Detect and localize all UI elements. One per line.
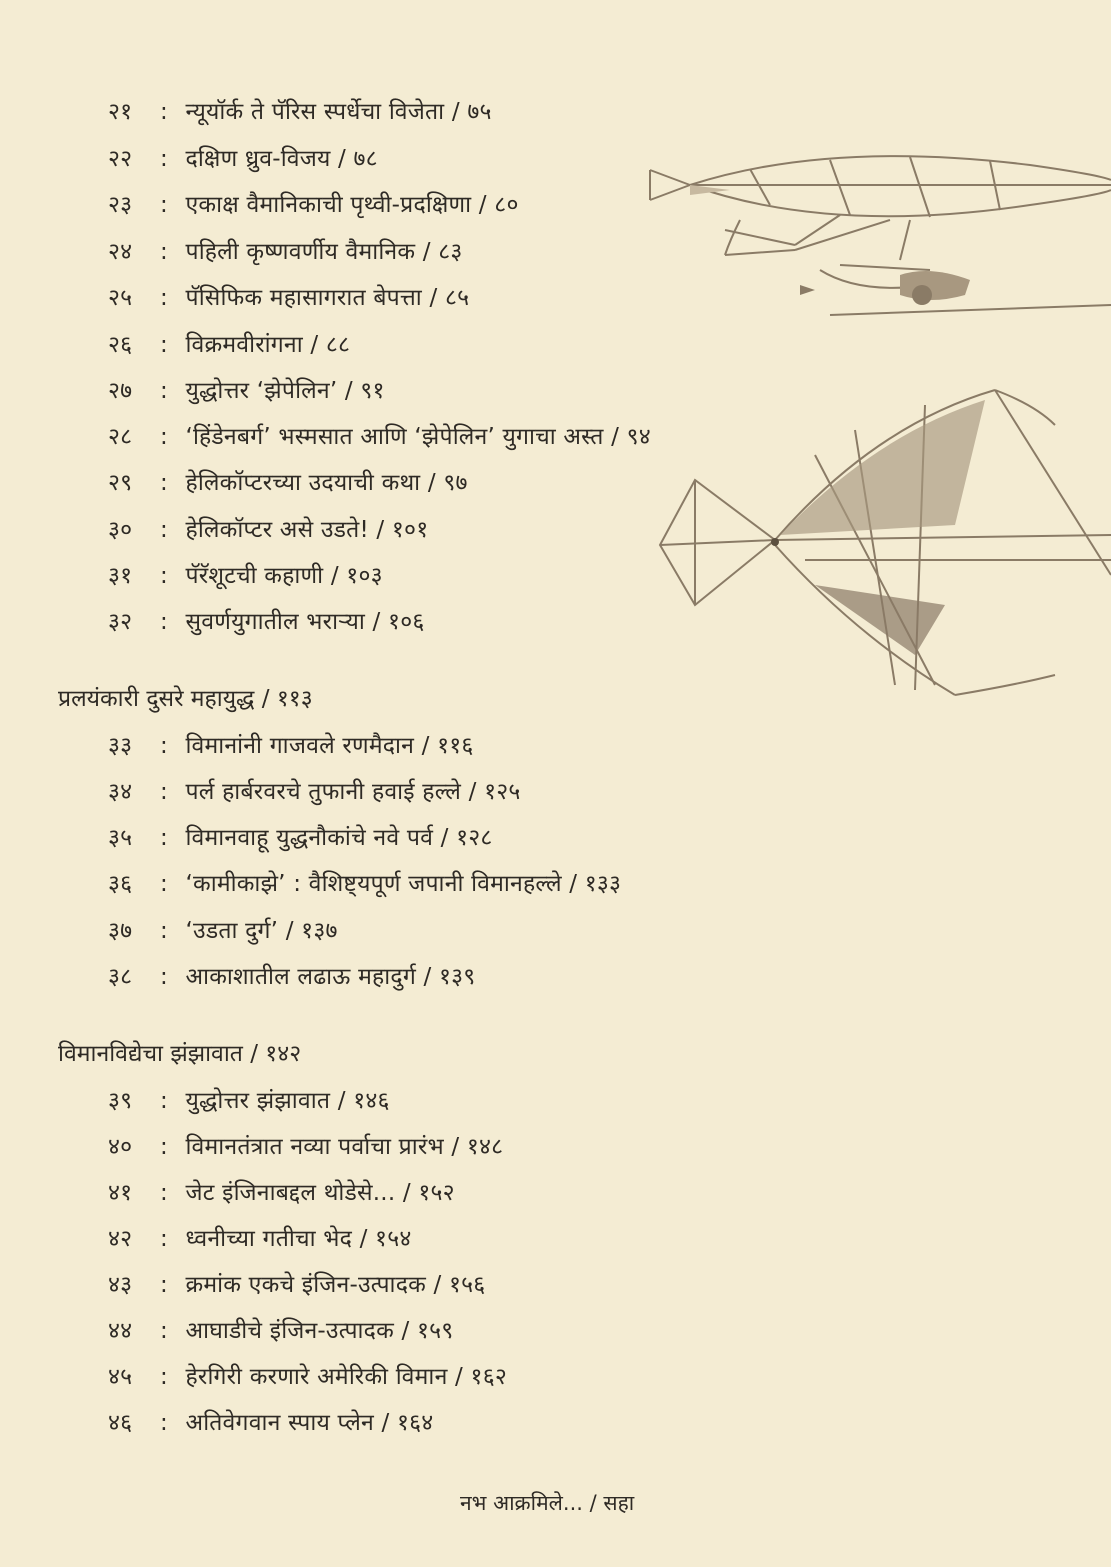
chapter-title: आकाशातील लढाऊ महादुर्ग: [185, 964, 416, 990]
toc-entry-45[interactable]: ४५ : हेरगिरी करणारे अमेरिकी विमान / १६२: [108, 1364, 508, 1390]
chapter-number: ३१: [108, 563, 133, 589]
airship-sketch-illustration: [630, 145, 1111, 325]
page-number: ७८: [353, 146, 378, 172]
chapter-number: ३०: [108, 517, 133, 543]
toc-entry-25[interactable]: २५ : पॅसिफिक महासागरात बेपत्ता / ८५: [108, 285, 470, 311]
chapter-title: विमानवाहू युद्धनौकांचे नवे पर्व: [185, 825, 434, 851]
chapter-title: पहिली कृष्णवर्णीय वैमानिक: [185, 239, 416, 265]
chapter-title: विमानांनी गाजवले रणमैदान: [185, 733, 415, 759]
chapter-title: क्रमांक एकचे इंजिन-उत्पादक: [185, 1272, 426, 1298]
toc-entry-38[interactable]: ३८ : आकाशातील लढाऊ महादुर्ग / १३९: [108, 964, 476, 990]
chapter-number: २३: [108, 192, 133, 218]
page-number: १०१: [391, 517, 429, 543]
page-number: ८५: [444, 285, 470, 311]
chapter-title: ‘कामीकाझे’ : वैशिष्ट्यपूर्ण जपानी विमानहल्ले: [185, 871, 562, 897]
chapter-title: हेलिकॉप्टर असे उडते!: [185, 517, 369, 543]
chapter-title: पॅरॅशूटची कहाणी: [185, 563, 324, 589]
chapter-title: विमानतंत्रात नव्या पर्वाचा प्रारंभ: [185, 1134, 444, 1160]
chapter-title: हेरगिरी करणारे अमेरिकी विमान: [185, 1364, 448, 1390]
chapter-number: ३४: [108, 779, 133, 805]
chapter-number: २१: [108, 99, 133, 125]
toc-entry-24[interactable]: २४ : पहिली कृष्णवर्णीय वैमानिक / ८३: [108, 239, 463, 265]
ornithopter-sketch-illustration: [655, 385, 1111, 700]
toc-entry-42[interactable]: ४२ : ध्वनीच्या गतीचा भेद / १५४: [108, 1226, 412, 1252]
page-number: १३७: [301, 918, 338, 944]
section-heading-world-war-2[interactable]: प्रलयंकारी दुसरे महायुद्ध / ११३: [58, 686, 313, 712]
section-page-number: १४२: [265, 1041, 302, 1067]
page-number: १५२: [418, 1180, 455, 1206]
toc-entry-43[interactable]: ४३ : क्रमांक एकचे इंजिन-उत्पादक / १५६: [108, 1272, 486, 1298]
page-number: ८०: [494, 192, 519, 218]
toc-entry-36[interactable]: ३६ : ‘कामीकाझे’ : वैशिष्ट्यपूर्ण जपानी विमानहल्ले / १३३: [108, 871, 622, 897]
chapter-number: ४१: [108, 1180, 133, 1206]
toc-entry-40[interactable]: ४० : विमानतंत्रात नव्या पर्वाचा प्रारंभ / १४८: [108, 1134, 504, 1160]
chapter-number: ४०: [108, 1134, 133, 1160]
chapter-title: अतिवेगवान स्पाय प्लेन: [185, 1410, 374, 1436]
book-title: नभ आक्रमिले...: [460, 1491, 583, 1515]
page-number: ९७: [443, 470, 468, 496]
toc-entry-22[interactable]: २२ : दक्षिण ध्रुव-विजय / ७८: [108, 146, 378, 172]
chapter-number: २७: [108, 378, 133, 404]
section-page-number: ११३: [276, 686, 313, 712]
page-number: ११६: [437, 733, 474, 759]
chapter-title: दक्षिण ध्रुव-विजय: [185, 146, 331, 172]
toc-entry-41[interactable]: ४१ : जेट इंजिनाबद्दल थोडेसे... / १५२: [108, 1180, 455, 1206]
chapter-title: ध्वनीच्या गतीचा भेद: [185, 1226, 353, 1252]
toc-entry-31[interactable]: ३१ : पॅरॅशूटची कहाणी / १०३: [108, 563, 383, 589]
page-number: १३९: [438, 964, 476, 990]
page-number: १४६: [353, 1088, 390, 1114]
page-number: १३३: [584, 871, 622, 897]
chapter-title: युद्धोत्तर झंझावात: [185, 1088, 331, 1114]
page-number: १०६: [388, 609, 425, 635]
chapter-number: ४२: [108, 1226, 133, 1252]
toc-entry-35[interactable]: ३५ : विमानवाहू युद्धनौकांचे नवे पर्व / १२८: [108, 825, 493, 851]
chapter-title: न्यूयॉर्क ते पॅरिस स्पर्धेचा विजेता: [185, 99, 445, 125]
chapter-title: हेलिकॉप्टरच्या उदयाची कथा: [185, 470, 421, 496]
page-number: १५४: [375, 1226, 412, 1252]
chapter-number: २५: [108, 285, 133, 311]
folio-label: सहा: [603, 1491, 635, 1515]
chapter-number: ३८: [108, 964, 133, 990]
toc-entry-30[interactable]: ३० : हेलिकॉप्टर असे उडते! / १०१: [108, 517, 429, 543]
chapter-number: ३२: [108, 609, 133, 635]
toc-entry-28[interactable]: २८ : ‘हिंडेनबर्ग’ भस्मसात आणि ‘झेपेलिन’ युगाचा अस्त / ९४: [108, 424, 651, 450]
chapter-number: २६: [108, 332, 133, 358]
page-footer: नभ आक्रमिले... / सहा: [460, 1491, 635, 1515]
chapter-title: आघाडीचे इंजिन-उत्पादक: [185, 1318, 394, 1344]
chapter-title: ‘उडता दुर्ग’: [185, 918, 279, 944]
chapter-number: ३७: [108, 918, 133, 944]
toc-entry-46[interactable]: ४६ : अतिवेगवान स्पाय प्लेन / १६४: [108, 1410, 434, 1436]
chapter-number: ३५: [108, 825, 133, 851]
toc-entry-29[interactable]: २९ : हेलिकॉप्टरच्या उदयाची कथा / ९७: [108, 470, 468, 496]
chapter-number: २२: [108, 146, 133, 172]
page-number: १०३: [346, 563, 383, 589]
chapter-number: ४३: [108, 1272, 133, 1298]
chapter-title: युद्धोत्तर ‘झेपेलिन’: [185, 378, 338, 404]
toc-entry-26[interactable]: २६ : विक्रमवीरांगना / ८८: [108, 332, 351, 358]
page-number: ९४: [626, 424, 651, 450]
page-number: १५९: [416, 1318, 454, 1344]
section-heading-aviation-storm[interactable]: विमानविद्येचा झंझावात / १४२: [58, 1041, 302, 1067]
toc-entry-32[interactable]: ३२ : सुवर्णयुगातील भराऱ्या / १०६: [108, 609, 425, 635]
chapter-number: ३३: [108, 733, 133, 759]
chapter-number: ४६: [108, 1410, 133, 1436]
chapter-number: ४४: [108, 1318, 133, 1344]
chapter-title: जेट इंजिनाबद्दल थोडेसे...: [185, 1180, 396, 1206]
chapter-number: ३९: [108, 1088, 133, 1114]
toc-entry-37[interactable]: ३७ : ‘उडता दुर्ग’ / १३७: [108, 918, 338, 944]
page-number: १५६: [448, 1272, 486, 1298]
page-number: १४८: [466, 1134, 504, 1160]
page-number: ७५: [467, 99, 492, 125]
toc-entry-21[interactable]: २१ : न्यूयॉर्क ते पॅरिस स्पर्धेचा विजेता / ७५: [108, 99, 492, 125]
page-number: १६२: [470, 1364, 508, 1390]
toc-entry-39[interactable]: ३९ : युद्धोत्तर झंझावात / १४६: [108, 1088, 390, 1114]
page-number: ९१: [360, 378, 385, 404]
chapter-title: पॅसिफिक महासागरात बेपत्ता: [185, 285, 422, 311]
chapter-number: २४: [108, 239, 133, 265]
toc-entry-23[interactable]: २३ : एकाक्ष वैमानिकाची पृथ्वी-प्रदक्षिणा / ८०: [108, 192, 519, 218]
chapter-title: एकाक्ष वैमानिकाची पृथ्वी-प्रदक्षिणा: [185, 192, 472, 218]
section-title: विमानविद्येचा झंझावात: [58, 1041, 243, 1067]
chapter-number: ३६: [108, 871, 133, 897]
chapter-number: २९: [108, 470, 133, 496]
section-title: प्रलयंकारी दुसरे महायुद्ध: [58, 686, 255, 712]
toc-entry-27[interactable]: २७ : युद्धोत्तर ‘झेपेलिन’ / ९१: [108, 378, 385, 404]
page-number: १६४: [396, 1410, 434, 1436]
page-number: १२५: [484, 779, 521, 805]
toc-entry-33[interactable]: ३३ : विमानांनी गाजवले रणमैदान / ११६: [108, 733, 474, 759]
chapter-title: सुवर्णयुगातील भराऱ्या: [185, 609, 366, 635]
toc-entry-44[interactable]: ४४ : आघाडीचे इंजिन-उत्पादक / १५९: [108, 1318, 454, 1344]
toc-entry-34[interactable]: ३४ : पर्ल हार्बरवरचे तुफानी हवाई हल्ले / १२५: [108, 779, 521, 805]
chapter-title: ‘हिंडेनबर्ग’ भस्मसात आणि ‘झेपेलिन’ युगाचा अस्त: [185, 424, 604, 450]
chapter-number: ४५: [108, 1364, 133, 1390]
chapter-title: विक्रमवीरांगना: [185, 332, 303, 358]
page-number: १२८: [456, 825, 493, 851]
page-number: ८३: [438, 239, 463, 265]
page-number: ८८: [325, 332, 351, 358]
chapter-title: पर्ल हार्बरवरचे तुफानी हवाई हल्ले: [185, 779, 462, 805]
chapter-number: २८: [108, 424, 133, 450]
